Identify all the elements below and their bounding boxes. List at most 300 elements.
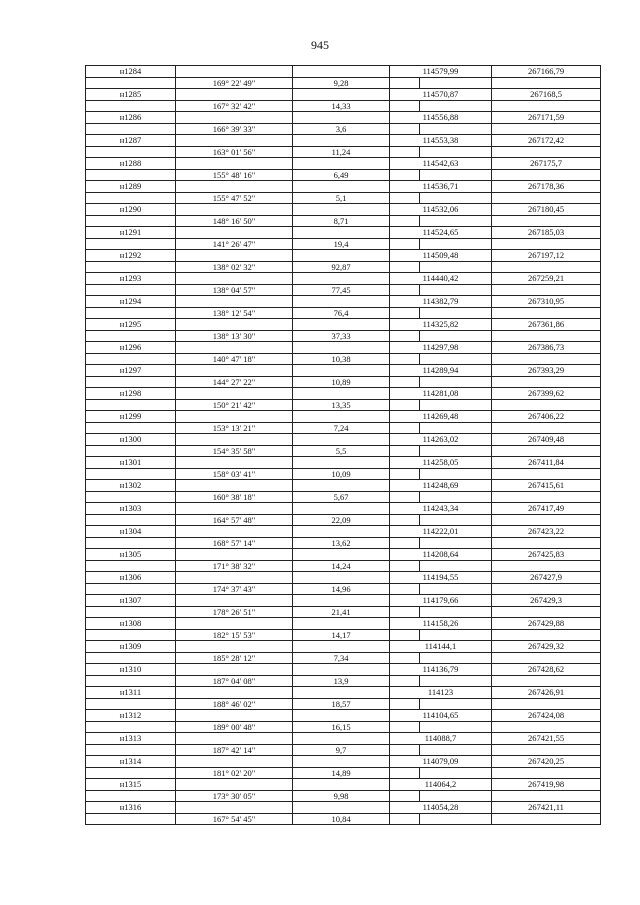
empty-cell (293, 112, 390, 124)
table-row (86, 675, 601, 687)
x-coordinate-cell: 114248,69 (390, 480, 492, 492)
table-row (86, 330, 601, 342)
empty-cell (293, 135, 390, 147)
y-coordinate-cell: 267429,32 (492, 641, 601, 653)
x-coordinate-cell: 114440,42 (390, 273, 492, 285)
empty-cell (86, 77, 176, 89)
distance-cell: 9,28 (293, 77, 390, 89)
empty-cell (86, 192, 176, 204)
empty-cell (86, 560, 176, 572)
table-row (86, 710, 601, 722)
x-coordinate-cell: 114144,1 (390, 641, 492, 653)
direction-angle-cell: 189° 00' 48" (176, 721, 293, 733)
point-name-cell: н1298 (86, 388, 176, 400)
empty-cell (86, 698, 176, 710)
empty-cell (86, 353, 176, 365)
empty-cell (176, 66, 293, 78)
empty-cell (293, 572, 390, 584)
table-row (86, 100, 601, 112)
direction-angle-cell: 187° 42' 14" (176, 744, 293, 756)
empty-cell (86, 399, 176, 411)
empty-cell (176, 319, 293, 331)
empty-cell (390, 560, 420, 572)
empty-cell (86, 215, 176, 227)
point-name-cell: н1296 (86, 342, 176, 354)
empty-cell (176, 503, 293, 515)
y-coordinate-cell: 267421,11 (492, 802, 601, 814)
empty-cell (86, 790, 176, 802)
empty-cell (86, 583, 176, 595)
direction-angle-cell: 138° 13' 30" (176, 330, 293, 342)
empty-cell (420, 100, 492, 112)
distance-cell: 10,38 (293, 353, 390, 365)
empty-cell (492, 330, 601, 342)
empty-cell (492, 192, 601, 204)
point-name-cell: н1288 (86, 158, 176, 170)
empty-cell (86, 261, 176, 273)
y-coordinate-cell: 267409,48 (492, 434, 601, 446)
table-row (86, 204, 601, 216)
table-row (86, 388, 601, 400)
y-coordinate-cell: 267411,84 (492, 457, 601, 469)
empty-cell (420, 307, 492, 319)
point-name-cell: н1304 (86, 526, 176, 538)
table-row (86, 353, 601, 365)
empty-cell (420, 123, 492, 135)
empty-cell (420, 583, 492, 595)
empty-cell (492, 376, 601, 388)
distance-cell: 3,6 (293, 123, 390, 135)
empty-cell (293, 526, 390, 538)
direction-angle-cell: 187° 04' 08" (176, 675, 293, 687)
empty-cell (176, 641, 293, 653)
point-name-cell: н1284 (86, 66, 176, 78)
table-row (86, 77, 601, 89)
table-row (86, 89, 601, 101)
distance-cell: 13,35 (293, 399, 390, 411)
empty-cell (492, 514, 601, 526)
empty-cell (390, 744, 420, 756)
x-coordinate-cell: 114579,99 (390, 66, 492, 78)
direction-angle-cell: 164° 57' 48" (176, 514, 293, 526)
point-name-cell: н1291 (86, 227, 176, 239)
empty-cell (420, 813, 492, 825)
empty-cell (86, 422, 176, 434)
empty-cell (420, 721, 492, 733)
empty-cell (390, 376, 420, 388)
empty-cell (390, 652, 420, 664)
empty-cell (176, 388, 293, 400)
empty-cell (420, 399, 492, 411)
point-name-cell: н1316 (86, 802, 176, 814)
x-coordinate-cell: 114524,65 (390, 227, 492, 239)
empty-cell (293, 664, 390, 676)
y-coordinate-cell: 267429,3 (492, 595, 601, 607)
table-row (86, 537, 601, 549)
distance-cell: 8,71 (293, 215, 390, 227)
empty-cell (293, 66, 390, 78)
table-row (86, 215, 601, 227)
empty-cell (420, 192, 492, 204)
direction-angle-cell: 167° 54' 45" (176, 813, 293, 825)
empty-cell (86, 721, 176, 733)
point-name-cell: н1309 (86, 641, 176, 653)
table-row (86, 652, 601, 664)
distance-cell: 76,4 (293, 307, 390, 319)
table-row (86, 422, 601, 434)
empty-cell (390, 422, 420, 434)
table-row (86, 813, 601, 825)
x-coordinate-cell: 114269,48 (390, 411, 492, 423)
table-row (86, 123, 601, 135)
point-name-cell: н1312 (86, 710, 176, 722)
x-coordinate-cell: 114532,06 (390, 204, 492, 216)
y-coordinate-cell: 267310,95 (492, 296, 601, 308)
y-coordinate-cell: 267185,03 (492, 227, 601, 239)
empty-cell (86, 169, 176, 181)
empty-cell (492, 560, 601, 572)
y-coordinate-cell: 267178,36 (492, 181, 601, 193)
empty-cell (390, 77, 420, 89)
empty-cell (86, 284, 176, 296)
direction-angle-cell: 178° 26' 51" (176, 606, 293, 618)
direction-angle-cell: 182° 15' 53" (176, 629, 293, 641)
empty-cell (492, 422, 601, 434)
point-name-cell: н1295 (86, 319, 176, 331)
empty-cell (176, 618, 293, 630)
empty-cell (176, 779, 293, 791)
empty-cell (420, 698, 492, 710)
point-name-cell: н1305 (86, 549, 176, 561)
direction-angle-cell: 173° 30' 05" (176, 790, 293, 802)
empty-cell (390, 445, 420, 457)
table-row (86, 595, 601, 607)
x-coordinate-cell: 114325,82 (390, 319, 492, 331)
empty-cell (176, 158, 293, 170)
table-row (86, 583, 601, 595)
x-coordinate-cell: 114222,01 (390, 526, 492, 538)
empty-cell (86, 238, 176, 250)
empty-cell (86, 675, 176, 687)
empty-cell (176, 802, 293, 814)
empty-cell (390, 767, 420, 779)
x-coordinate-cell: 114536,71 (390, 181, 492, 193)
distance-cell: 14,89 (293, 767, 390, 779)
empty-cell (390, 192, 420, 204)
direction-angle-cell: 150° 21' 42" (176, 399, 293, 411)
table-row (86, 491, 601, 503)
table-row (86, 629, 601, 641)
empty-cell (293, 480, 390, 492)
empty-cell (492, 77, 601, 89)
empty-cell (293, 595, 390, 607)
empty-cell (293, 89, 390, 101)
point-name-cell: н1293 (86, 273, 176, 285)
empty-cell (293, 296, 390, 308)
point-name-cell: н1311 (86, 687, 176, 699)
empty-cell (293, 342, 390, 354)
empty-cell (390, 238, 420, 250)
empty-cell (420, 284, 492, 296)
empty-cell (420, 675, 492, 687)
table-row (86, 146, 601, 158)
page-number: 945 (311, 38, 329, 52)
empty-cell (390, 330, 420, 342)
x-coordinate-cell: 114079,09 (390, 756, 492, 768)
table-row (86, 158, 601, 170)
y-coordinate-cell: 267429,88 (492, 618, 601, 630)
empty-cell (293, 411, 390, 423)
direction-angle-cell: 188° 46' 02" (176, 698, 293, 710)
empty-cell (293, 733, 390, 745)
point-name-cell: н1290 (86, 204, 176, 216)
empty-cell (492, 123, 601, 135)
y-coordinate-cell: 267393,29 (492, 365, 601, 377)
y-coordinate-cell: 267427,9 (492, 572, 601, 584)
y-coordinate-cell: 267420,25 (492, 756, 601, 768)
distance-cell: 18,57 (293, 698, 390, 710)
table-row (86, 560, 601, 572)
empty-cell (176, 365, 293, 377)
empty-cell (176, 342, 293, 354)
table-row (86, 284, 601, 296)
table-row (86, 250, 601, 262)
direction-angle-cell: 163° 01' 56" (176, 146, 293, 158)
direction-angle-cell: 141° 26' 47" (176, 238, 293, 250)
empty-cell (492, 100, 601, 112)
empty-cell (390, 721, 420, 733)
empty-cell (492, 583, 601, 595)
table-row (86, 365, 601, 377)
y-coordinate-cell: 267419,98 (492, 779, 601, 791)
empty-cell (420, 744, 492, 756)
empty-cell (492, 238, 601, 250)
distance-cell: 14,24 (293, 560, 390, 572)
empty-cell (390, 353, 420, 365)
x-coordinate-cell: 114243,34 (390, 503, 492, 515)
distance-cell: 92,87 (293, 261, 390, 273)
empty-cell (293, 227, 390, 239)
empty-cell (86, 652, 176, 664)
table-row (86, 66, 601, 78)
empty-cell (86, 813, 176, 825)
empty-cell (492, 652, 601, 664)
empty-cell (293, 618, 390, 630)
direction-angle-cell: 167° 32' 42" (176, 100, 293, 112)
empty-cell (176, 480, 293, 492)
distance-cell: 10,84 (293, 813, 390, 825)
empty-cell (176, 687, 293, 699)
distance-cell: 9,7 (293, 744, 390, 756)
distance-cell: 14,96 (293, 583, 390, 595)
empty-cell (86, 445, 176, 457)
empty-cell (176, 710, 293, 722)
table-row (86, 135, 601, 147)
empty-cell (293, 158, 390, 170)
empty-cell (420, 468, 492, 480)
empty-cell (293, 779, 390, 791)
distance-cell: 14,17 (293, 629, 390, 641)
empty-cell (492, 537, 601, 549)
empty-cell (86, 330, 176, 342)
empty-cell (86, 606, 176, 618)
y-coordinate-cell: 267166,79 (492, 66, 601, 78)
y-coordinate-cell: 267425,83 (492, 549, 601, 561)
empty-cell (176, 112, 293, 124)
x-coordinate-cell: 114088,7 (390, 733, 492, 745)
empty-cell (492, 606, 601, 618)
empty-cell (390, 399, 420, 411)
empty-cell (390, 100, 420, 112)
empty-cell (390, 514, 420, 526)
y-coordinate-cell: 267424,08 (492, 710, 601, 722)
empty-cell (293, 319, 390, 331)
table-row (86, 307, 601, 319)
distance-cell: 5,5 (293, 445, 390, 457)
y-coordinate-cell: 267361,86 (492, 319, 601, 331)
x-coordinate-cell: 114064,2 (390, 779, 492, 791)
empty-cell (390, 468, 420, 480)
table-row (86, 549, 601, 561)
table-row (86, 756, 601, 768)
empty-cell (492, 491, 601, 503)
empty-cell (86, 468, 176, 480)
empty-cell (420, 169, 492, 181)
y-coordinate-cell: 267421,55 (492, 733, 601, 745)
empty-cell (390, 284, 420, 296)
table-row (86, 261, 601, 273)
empty-cell (390, 675, 420, 687)
x-coordinate-cell: 114263,02 (390, 434, 492, 446)
table-row (86, 227, 601, 239)
empty-cell (420, 146, 492, 158)
empty-cell (176, 181, 293, 193)
y-coordinate-cell: 267180,45 (492, 204, 601, 216)
empty-cell (176, 549, 293, 561)
point-name-cell: н1297 (86, 365, 176, 377)
empty-cell (86, 537, 176, 549)
empty-cell (492, 744, 601, 756)
empty-cell (492, 698, 601, 710)
table-row (86, 296, 601, 308)
direction-angle-cell: 168° 57' 14" (176, 537, 293, 549)
point-name-cell: н1315 (86, 779, 176, 791)
empty-cell (176, 664, 293, 676)
distance-cell: 22,09 (293, 514, 390, 526)
empty-cell (420, 238, 492, 250)
empty-cell (390, 307, 420, 319)
y-coordinate-cell: 267406,22 (492, 411, 601, 423)
empty-cell (293, 687, 390, 699)
empty-cell (86, 307, 176, 319)
direction-angle-cell: 174° 37' 43" (176, 583, 293, 595)
table-row (86, 514, 601, 526)
empty-cell (492, 721, 601, 733)
point-name-cell: н1303 (86, 503, 176, 515)
x-coordinate-cell: 114556,88 (390, 112, 492, 124)
x-coordinate-cell: 114104,65 (390, 710, 492, 722)
x-coordinate-cell: 114123 (390, 687, 492, 699)
empty-cell (390, 169, 420, 181)
direction-angle-cell: 166° 39' 33" (176, 123, 293, 135)
distance-cell: 7,34 (293, 652, 390, 664)
empty-cell (492, 215, 601, 227)
table-row (86, 319, 601, 331)
empty-cell (420, 606, 492, 618)
table-row (86, 790, 601, 802)
empty-cell (420, 330, 492, 342)
empty-cell (420, 537, 492, 549)
table-row (86, 744, 601, 756)
empty-cell (420, 629, 492, 641)
point-name-cell: н1292 (86, 250, 176, 262)
empty-cell (420, 491, 492, 503)
point-name-cell: н1299 (86, 411, 176, 423)
point-name-cell: н1314 (86, 756, 176, 768)
table-row (86, 767, 601, 779)
empty-cell (390, 261, 420, 273)
empty-cell (492, 261, 601, 273)
x-coordinate-cell: 114570,87 (390, 89, 492, 101)
direction-angle-cell: 181° 02' 20" (176, 767, 293, 779)
y-coordinate-cell: 267259,21 (492, 273, 601, 285)
y-coordinate-cell: 267175,7 (492, 158, 601, 170)
empty-cell (492, 284, 601, 296)
empty-cell (293, 641, 390, 653)
empty-cell (420, 560, 492, 572)
empty-cell (86, 629, 176, 641)
table-row (86, 376, 601, 388)
x-coordinate-cell: 114208,64 (390, 549, 492, 561)
empty-cell (86, 146, 176, 158)
y-coordinate-cell: 267417,49 (492, 503, 601, 515)
empty-cell (420, 422, 492, 434)
point-name-cell: н1300 (86, 434, 176, 446)
empty-cell (420, 767, 492, 779)
empty-cell (420, 514, 492, 526)
empty-cell (176, 89, 293, 101)
empty-cell (420, 215, 492, 227)
distance-cell: 21,41 (293, 606, 390, 618)
direction-angle-cell: 155° 48' 16" (176, 169, 293, 181)
distance-cell: 13,9 (293, 675, 390, 687)
y-coordinate-cell: 267415,61 (492, 480, 601, 492)
table-row (86, 698, 601, 710)
empty-cell (176, 457, 293, 469)
direction-angle-cell: 138° 12' 54" (176, 307, 293, 319)
table-row (86, 342, 601, 354)
empty-cell (176, 227, 293, 239)
direction-angle-cell: 138° 04' 57" (176, 284, 293, 296)
table-row (86, 411, 601, 423)
y-coordinate-cell: 267168,5 (492, 89, 601, 101)
empty-cell (492, 399, 601, 411)
empty-cell (390, 583, 420, 595)
empty-cell (176, 572, 293, 584)
empty-cell (176, 595, 293, 607)
table-row (86, 687, 601, 699)
x-coordinate-cell: 114258,05 (390, 457, 492, 469)
empty-cell (492, 675, 601, 687)
table-row (86, 445, 601, 457)
point-name-cell: н1301 (86, 457, 176, 469)
x-coordinate-cell: 114542,63 (390, 158, 492, 170)
table-row (86, 273, 601, 285)
y-coordinate-cell: 267197,12 (492, 250, 601, 262)
x-coordinate-cell: 114553,38 (390, 135, 492, 147)
table-row (86, 238, 601, 250)
distance-cell: 5,67 (293, 491, 390, 503)
